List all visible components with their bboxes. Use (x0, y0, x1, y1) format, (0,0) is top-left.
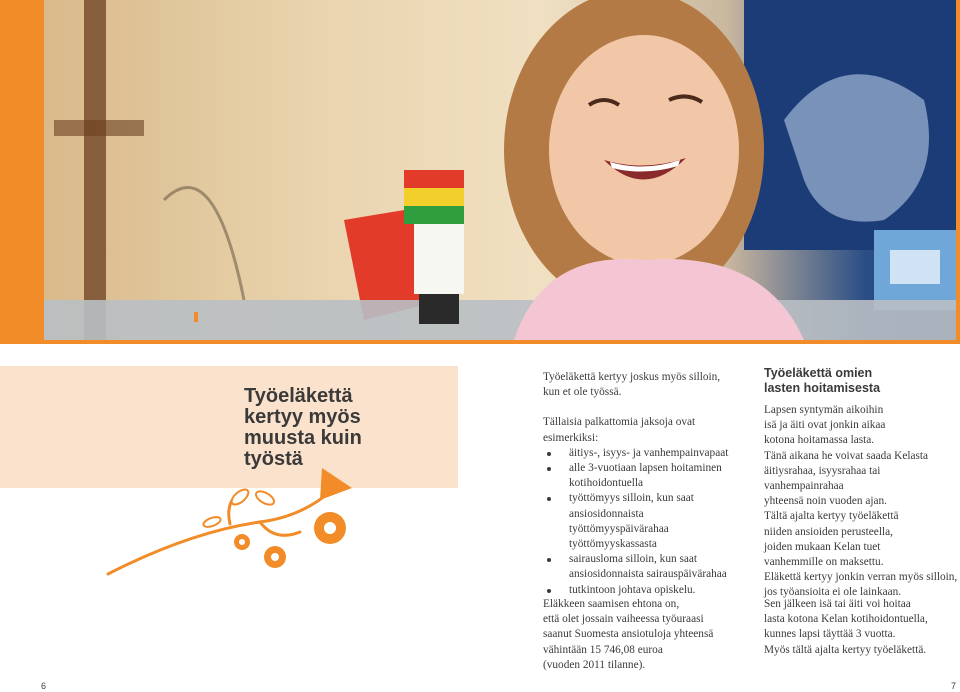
text-column-4 (764, 597, 960, 658)
text-line: isä ja äiti ovat jonkin aikaa (764, 419, 886, 432)
page-number-left: 6 (41, 681, 47, 691)
list-item-line: ansiosidonnaista (569, 507, 644, 520)
text-line: niiden ansioiden perusteella, (764, 525, 893, 538)
floral-arrow-ornament (100, 462, 370, 582)
list-item-line: työttömyys silloin, kun saat (569, 492, 694, 505)
heading-line: lasten hoitamisesta (764, 380, 881, 395)
paragraph (764, 597, 960, 658)
text-column-2 (764, 366, 960, 601)
text-line: lasta kotona Kelan kotihoidontuella, (764, 613, 928, 626)
list-item (543, 461, 753, 491)
paragraph (543, 597, 753, 673)
text-line: kotona hoitamassa lasta. (764, 434, 875, 447)
list-item-line: äitiys-, isyys- ja vanhempainvapaat (569, 446, 729, 459)
text-line: vanhemmille on maksettu. (764, 556, 884, 569)
list-item-line: kotihoidontuella (569, 477, 644, 490)
text-line: Eläkettä kertyy jonkin verran myös silloin, (764, 571, 958, 584)
text-line: Lapsen syntymän aikoihin (764, 404, 884, 416)
list-item-line: työttömyyspäivärahaa (569, 522, 669, 535)
text-line: että olet jossain vaiheessa työuraasi (543, 613, 704, 626)
list-item (543, 552, 753, 582)
photo-frame (0, 0, 960, 344)
page-number-right: 7 (951, 681, 957, 691)
text-line: Tältä ajalta kertyy työeläkettä (764, 510, 899, 523)
examples-lead: Tällaisia palkattomia jaksoja ovat esimerkiksi: (543, 416, 696, 444)
section-heading (764, 366, 960, 395)
intro-line: kun et ole työssä. (543, 386, 622, 399)
page-title (244, 386, 444, 470)
text-line: kunnes lapsi täyttää 3 vuotta. (764, 628, 896, 641)
heading-line: Työeläkettä omien (764, 366, 873, 380)
text-line: saanut Suomesta ansiotuloja yhteensä (543, 628, 714, 641)
title-line: kertyy myös (244, 406, 361, 428)
examples-list (543, 446, 753, 598)
text-line: joiden mukaan Kelan tuet (764, 540, 881, 553)
text-column-3 (543, 597, 753, 673)
title-line: muusta kuin (244, 427, 362, 449)
title-line: Työeläkettä (244, 385, 353, 407)
list-item-line: ansiosidonnaista sairauspäivärahaa (569, 568, 727, 581)
text-line: Tänä aikana he voivat saada Kelasta (764, 449, 929, 462)
intro-line: Työeläkettä kertyy joskus myös silloin, (543, 371, 721, 383)
text-column-1 (543, 370, 753, 598)
list-item (543, 583, 753, 598)
text-line: Myös tältä ajalta kertyy työeläkettä. (764, 643, 927, 656)
text-line: vähintään 15 746,08 euroa (543, 643, 663, 656)
list-item (543, 446, 753, 461)
text-line: yhteensä noin vuoden ajan. (764, 495, 887, 508)
text-line: äitiysrahaa, isyysrahaa tai vanhempainrahaa (764, 464, 881, 493)
text-line: (vuoden 2011 tilanne). (543, 658, 646, 671)
child-photo (44, 0, 956, 340)
list-item-line: työttömyyskassasta (569, 538, 657, 551)
list-item (543, 491, 753, 552)
text-line: Eläkkeen saamisen ehtona on, (543, 598, 680, 610)
list-item-line: tutkintoon johtava opiskelu. (569, 583, 696, 596)
photo-illustration (44, 0, 956, 340)
text-line: Sen jälkeen isä tai äiti voi hoitaa (764, 598, 911, 610)
list-item-line: sairausloma silloin, kun saat (569, 553, 698, 566)
paragraph (764, 403, 960, 601)
list-item-line: alle 3-vuotiaan lapsen hoitaminen (569, 462, 722, 475)
title-line: työstä (244, 448, 303, 470)
text-line: jos työansioita ei ole lainkaan. (764, 586, 902, 599)
